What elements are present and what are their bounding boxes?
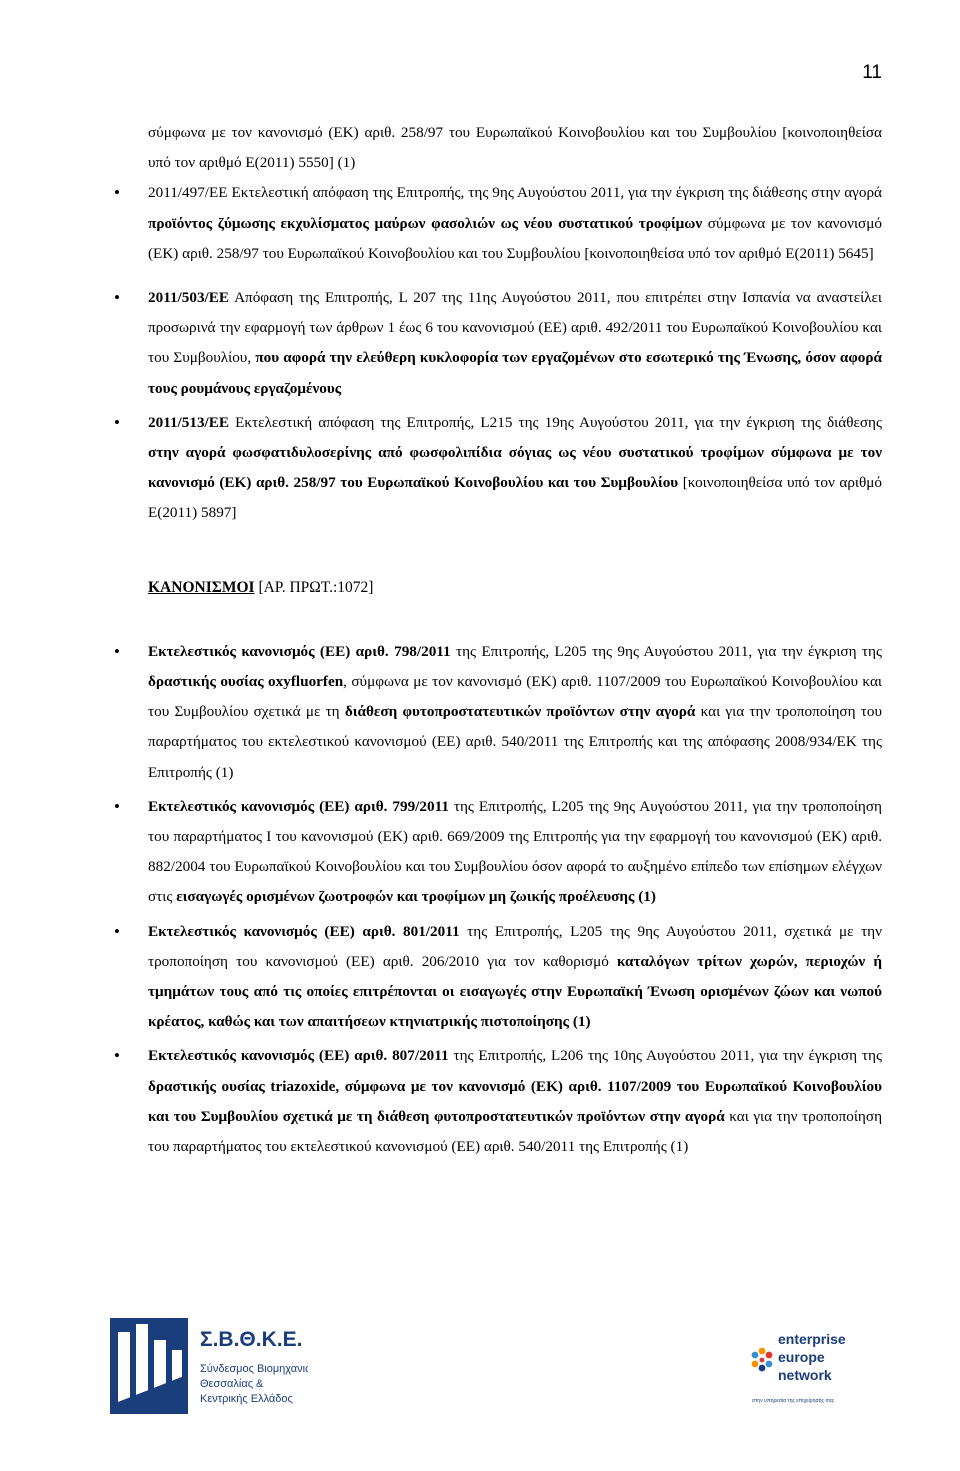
item-text: 2011/497/ΕΕ Εκτελεστική απόφαση της Επιτροπής, της 9ης Αυγούστου 2011, για την έγκριση της διάθεσης στην αγορά: [148, 184, 882, 202]
item-reference: Εκτελεστικός κανονισμός (ΕΕ) αριθ. 801/2011: [148, 922, 460, 940]
item-bold-text: προϊόντος ζύμωσης εκχυλίσματος μαύρων φασολιών ως νέου συστατικού τροφίμων: [148, 214, 703, 232]
item-bold-text: που αφορά την ελεύθερη κυκλοφορία των εργαζομένων στο εσωτερικό της Ένωσης, όσον αφορά τους ρουμάνους εργαζομένους: [148, 349, 882, 397]
list-item-reg-801-2011: [148, 917, 882, 1038]
item-text: Εκτελεστική απόφαση της Επιτροπής, L215 της 19ης Αυγούστου 2011, για την έγκριση της διάθεσης: [229, 413, 882, 431]
logo-europe: europe: [778, 1349, 825, 1365]
item-text: της Επιτροπής, L205 της 9ης Αυγούστου 2011, σχετικά με την τροποποίηση του κανονισμού (ΕΕ) αριθ. 206/2010 για τον καθορισμό: [148, 922, 882, 970]
section-title: ΚΑΝΟΝΙΣΜΟΙ: [148, 578, 255, 596]
logo-tagline: στην υπηρεσία της επιχείρησής σας: [752, 1398, 835, 1404]
factory-bars-icon: [108, 1316, 308, 1416]
item-bold-text: καταλόγων τρίτων χωρών, περιοχών ή τμημάτων τους από τις οποίες επιτρέπονται οι εισαγωγές στην Ευρωπαϊκή Ένωση ορισμένων ζώων και νωπού κρέατος, καθώς και των απαιτήσεων κτηνιατρικής πιστοποίησης (1): [148, 952, 882, 1031]
item-text: της Επιτροπής, L205 της 9ης Αυγούστου 2011, για την έγκριση της: [450, 642, 882, 660]
enterprise-europe-network-icon: [748, 1330, 850, 1406]
intro-paragraph: [148, 118, 882, 178]
item-reference: Εκτελεστικός κανονισμός (ΕΕ) αριθ. 807/2011: [148, 1047, 449, 1065]
logo-line-2: Θεσσαλίας &: [200, 1378, 264, 1390]
document-body: [148, 118, 882, 1162]
section-heading: [148, 573, 882, 603]
item-text: σύμφωνα με τον κανονισμό (ΕΚ) αριθ. 258/97 του Ευρωπαϊκού Κοινοβουλίου και του Συμβουλίου [κοινοποιηθείσα υπό τον αριθμό Ε(2011) 5645]: [148, 214, 882, 262]
list-item-reg-807-2011: [148, 1041, 882, 1162]
item-bold-text: δραστικής ουσίας oxyfluorfen: [148, 673, 344, 691]
item-reference: Εκτελεστικός κανονισμός (ΕΕ) αριθ. 799/2011: [148, 797, 449, 815]
item-bold-text: διάθεση φυτοπροστατευτικών προϊόντων στην αγορά: [344, 703, 696, 721]
item-bold-text: εισαγωγές ορισμένων ζωοτροφών και τροφίμων μη ζωικής προέλευσης (1): [176, 888, 656, 906]
item-text: και για την τροποποίηση του παραρτήματος του εκτελεστικού κανονισμού (ΕΕ) αριθ. 540/2011 της Επιτροπής (1): [148, 1107, 883, 1156]
item-text: της Επιτροπής, L206 της 10ης Αυγούστου 2011, για την έγκριση της: [448, 1047, 882, 1065]
logo-abbr: Σ.Β.Θ.Κ.Ε.: [200, 1328, 303, 1351]
section-protocol: [ΑΡ. ΠΡΩΤ.:1072]: [254, 578, 374, 596]
sbthke-logo: [108, 1316, 308, 1416]
logo-line-3: Κεντρικής Ελλάδος: [200, 1393, 293, 1405]
item-text: , σύμφωνα με τον κανονισμό (ΕΚ) αριθ. 1107/2009 του Ευρωπαϊκού Κοινοβουλίου και του Συμβουλίου σχετικά με τη: [148, 673, 882, 721]
logo-line-1: Σύνδεσμος Βιομηχανιών: [200, 1363, 308, 1375]
list-item-2011-503: [148, 283, 882, 404]
list-item-reg-799-2011: [148, 792, 882, 913]
logo-network: network: [778, 1367, 832, 1383]
item-bold-text: στην αγορά φωσφατιδυλοσερίνης από φωσφολιπίδια σόγιας ως νέου συστατικού τροφίμων σύμφωνα με τον κανονισμό (ΕΚ) αριθ. 258/97 του Ευρωπαϊκού Κοινοβουλίου και του Συμβουλίου: [148, 444, 882, 492]
item-text: και για την τροποποίηση του παραρτήματος του εκτελεστικού κανονισμού (ΕΕ) αριθ. 540/2011 της Επιτροπής και της απόφασης 2008/934/ΕΚ της Επιτροπής (1): [148, 703, 882, 781]
item-reference: 2011/513/ΕΕ: [148, 413, 230, 431]
item-text: Απόφαση της Επιτροπής, L 207 της 11ης Αυγούστου 2011, που επιτρέπει στην Ισπανία να αναστείλει προσωρινά την εφαρμογή των άρθρων 1 έως 6 του κανονισμού (ΕΕ) αριθ. 492/2011 του Ευρωπαϊκού Κοινοβουλίου και του Συμβουλίου,: [148, 289, 882, 367]
page-number: 11: [862, 62, 882, 83]
intro-text: σύμφωνα με τον κανονισμό (ΕΚ) αριθ. 258/97 του Ευρωπαϊκού Κοινοβουλίου και του Συμβουλίου [κοινοποιηθείσα υπό τον αριθμό Ε(2011) 5550] (1): [148, 124, 882, 172]
item-bold-text: δραστικής ουσίας triazoxide, σύμφωνα με τον κανονισμό (ΕΚ) αριθ. 1107/2009 του Ευρωπαϊκού Κοινοβουλίου και του Συμβουλίου σχετικά με τη διάθεση φυτοπροστατευτικών προϊόντων στην αγορά: [148, 1077, 882, 1125]
item-text: της Επιτροπής, L205 της 9ης Αυγούστου 2011, για την τροποποίηση του παραρτήματος I του κανονισμού (ΕΚ) αριθ. 669/2009 της Επιτροπής για την εφαρμογή του κανονισμού (ΕΚ) αριθ. 882/2004 του Ευρωπαϊκού Κοινοβουλίου και του Συμβουλίου όσον αφορά το αυξημένο επίπεδο των επίσημων ελέγχων στις: [148, 797, 882, 906]
item-text: [κοινοποιηθείσα υπό τον αριθμό Ε(2011) 5897]: [148, 474, 882, 522]
list-item-2011-513: [148, 408, 882, 529]
item-reference: 2011/503/ΕΕ: [148, 289, 230, 307]
enterprise-europe-network-logo: [748, 1330, 850, 1406]
logo-enterprise: enterprise: [778, 1331, 846, 1347]
list-item-2011-497: [148, 178, 882, 269]
list-item-reg-798-2011: [148, 637, 882, 788]
item-reference: Εκτελεστικός κανονισμός (ΕΕ) αριθ. 798/2011: [148, 642, 451, 660]
